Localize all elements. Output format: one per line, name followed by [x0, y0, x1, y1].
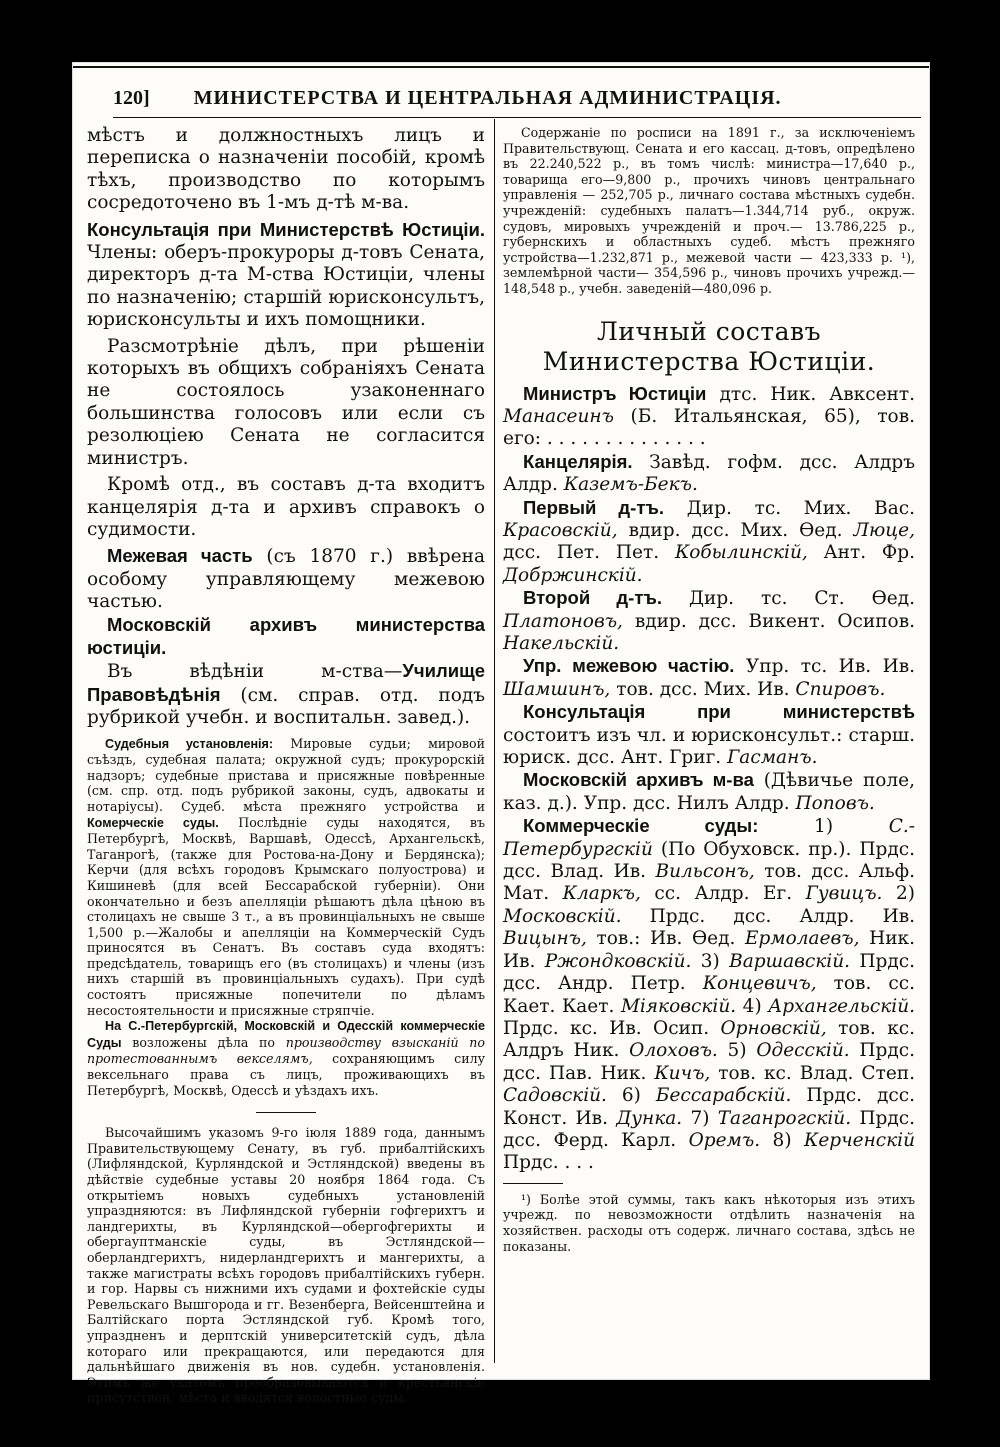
text: Въ вѣдѣніи м-ства— [107, 661, 403, 683]
text: (По Обуховск. пр.). Прдс. дсс. Влад. Ив. [503, 838, 915, 883]
paragraph [87, 545, 485, 613]
person-name: Концевичъ, [702, 973, 817, 995]
entry [503, 383, 915, 451]
text: ¹) Болѣе этой суммы, такъ какъ нѣкоторыя изъ этихъ учрежд. по невозможности отдѣлить назначенія на хозяйствен. расходы отъ содерж. личнаго состава, здѣсь не показаны. [503, 1191, 915, 1254]
text: Послѣдніе суды находятся, въ Петербургѣ, Москвѣ, Варшавѣ, Одессѣ, Архангельскѣ, Таганрогѣ, (также для Ростова-на-Дону и Бердянска); Керчи (для всѣхъ городовъ Крымскаго полуострова) и Кишиневѣ (для всей Бессарабской губерніи). Они окончательно и безъ апелляціи рѣшаютъ дѣла цѣною въ столицахъ не свыше 3 т., а въ провинціальныхъ не свыше 1,500 р.—Жалобы и апелляціи на Коммерческій Судъ приносятся въ Сенатъ. Въ составъ суда входятъ: предсѣдатель, товарищъ его (въ столицахъ) и члены (изъ нихъ старшій въ провинціальныхъ судахъ). При судѣ состоятъ присяжные попечители по дѣламъ несостоятельности и присяжные стряпчіе. [87, 814, 485, 1018]
text: Высочайшимъ указомъ 9-го іюля 1889 года, даннымъ Правительствующему Сенату, въ губ. прибалтійскихъ (Лифляндской, Курляндской и Эстляндской) введены въ дѣйствіе судебные уставы 20 ноября 1864 года. Съ открытіемъ новыхъ судебныхъ установленій упраздняются: въ Лифляндской губерніи гофгерихтъ и ландгерихты, въ Курляндской—обергофгерихты и обергауптманскіе суды, въ Эстляндской—оберландгерихтъ, нидерландгерихтъ и мангерихты, а также магистраты всѣхъ городовъ прибалтійскихъ губерн. и гор. Нарвы съ нижними ихъ судами и фохтейскіе суды Ревельскаго Вышгорода и гг. Везенберга, Вейсенштейна и Балтійскаго порта Эстляндской губ. Кромѣ того, упраздненъ и дерптскій университетскій судъ, дѣла котораго или прекращаются, или передаются для дальнѣйшаго движенія въ нов. судебн. установленія. Этимъ же указомъ преобразовываются и крестьянскіе присутствен. мѣста и вводятся волостные суды. [87, 1125, 485, 1406]
text: Прдс. дсс. Пав. Ник. [503, 1040, 915, 1084]
paragraph-heading: Судебныя установленія: [105, 736, 274, 751]
text: сс. Алдр. Ег. [640, 883, 806, 905]
running-title: МИНИСТЕРСТВА И ЦЕНТРАЛЬНАЯ АДМИНИСТРАЦІЯ. [193, 87, 782, 109]
entry [503, 451, 915, 497]
text: Кромѣ отд., въ составъ д-та входитъ канцелярія д-та и архивъ справокъ о судимости. [87, 474, 485, 540]
text: тов. дсс. Мих. Ив. [610, 678, 796, 700]
text: 3) [691, 950, 730, 972]
entry-heading: Первый д-тъ. [523, 496, 665, 518]
court-name: Бессарабскій. [655, 1085, 792, 1107]
entry [503, 701, 915, 769]
text: 7) [682, 1107, 718, 1129]
footnote [503, 1192, 915, 1254]
court-name: Керченскій [804, 1129, 915, 1151]
person-name: Кичъ, [654, 1062, 711, 1084]
text: производству взысканій по протестованнымъ векселямъ, [87, 1034, 485, 1067]
person-name: Спировъ. [795, 678, 886, 700]
page-header [113, 87, 919, 110]
person-name: Орновскій, [720, 1017, 827, 1039]
text: Мировые судьи; мировой съѣздъ, судебная палата; окружной судъ; прокурорскій надзоръ; судебные пристава и присяжные повѣренные (см. спр. отд. подъ рубрикой законы, судъ, адвокаты и нотаріусы). Судеб. мѣста прежняго устройства и [87, 735, 485, 814]
text: возложены дѣла по [121, 1034, 286, 1050]
person-name: Манасеинъ [503, 405, 614, 427]
paragraph [87, 125, 485, 215]
top-rule [73, 66, 929, 68]
paragraph [87, 474, 485, 541]
text: мѣстъ и должностныхъ лицъ и переписка о назначеніи пособій, кромѣ тѣхъ, производство по которымъ сосредоточено въ 1-мъ д-тѣ м-ва. [87, 125, 485, 214]
paragraph-heading: Консультація при Министерствѣ Юстиціи. [87, 218, 485, 240]
person-name: Кобылинскій, [674, 542, 808, 564]
column-divider [494, 119, 495, 1363]
person-name: Шамшинъ, [503, 678, 611, 700]
text: Прдс. . . . [503, 1152, 594, 1174]
person-name: Дунка. [616, 1107, 683, 1129]
person-name: Накельскій. [503, 633, 620, 654]
court-name: Варшавскій. [729, 950, 851, 972]
person-name: Міяковскій. [620, 995, 737, 1017]
separator [256, 1112, 316, 1113]
entry [503, 769, 915, 815]
paragraph [87, 614, 485, 661]
person-name: Вильсонъ, [655, 861, 755, 883]
text: (Дѣвичье поле, каз. д.). Упр. дсс. Нилъ Алдр. [503, 770, 915, 814]
entry [503, 815, 915, 1175]
entry-heading: Упр. межевою частію. [523, 655, 735, 677]
entry-heading: Консультація при министерствѣ [523, 701, 915, 723]
entry-heading: Коммерческіе суды: [523, 815, 759, 837]
text: (съ 1870 г.) ввѣрена особому управляющему межевою частью. [87, 546, 485, 613]
entry [503, 497, 915, 588]
text: Прдс. дсс. Алдр. Ив. [621, 905, 915, 927]
entry-heading: Канцелярія. [523, 450, 633, 472]
text: тов. кс. Алдръ Ник. [503, 1017, 915, 1062]
text: вдир. дсс. Мих. Ѳед. [617, 519, 854, 541]
court-name: С.-Петербургскій [503, 816, 916, 860]
text: вдир. дсс. Викент. Осипов. [622, 610, 915, 632]
text: Прдс. дсс. Андр. Петр. [503, 950, 915, 995]
text: 1) [758, 816, 889, 838]
book-page [72, 62, 930, 1406]
paragraph-heading: Училище Правовѣдѣнія [87, 660, 485, 705]
text: дтс. Ник. Авксент. [706, 383, 915, 405]
text: (Б. Итальянская, 65), тов. его: . . . . . . . . . . . . . . [503, 405, 915, 450]
text: 4) [736, 995, 769, 1017]
entry-heading: Второй д-тъ. [523, 587, 662, 609]
person-name: Красовскій, [503, 519, 618, 541]
text: 5) [717, 1040, 757, 1062]
person-name: Гувицъ. [805, 883, 883, 905]
text: 8) [760, 1129, 804, 1151]
paragraph-heading: Комерческіе суды. [87, 815, 219, 830]
right-column [503, 125, 915, 1254]
person-name: Олоховъ. [629, 1040, 718, 1062]
person-name: Садовскій. [503, 1085, 607, 1107]
person-name: Платоновъ, [503, 610, 623, 632]
text: Прдс. дсс. Конст. Ив. [503, 1085, 915, 1129]
paragraph [87, 219, 485, 332]
person-name: Люце, [853, 519, 915, 541]
text: тов. дсс. Альф. Мат. [503, 861, 916, 905]
text: дсс. Пет. Пет. [503, 542, 675, 564]
person-name: Добржинскій. [503, 564, 643, 586]
paragraph [87, 336, 485, 470]
paragraph [87, 736, 485, 1019]
section-title: Личный составъ Министерства Юстиціи. [542, 316, 876, 376]
text: Дир. тс. Ст. Ѳед. [662, 588, 915, 610]
text: Разсмотрѣніе дѣлъ, при рѣшеніи которыхъ въ общихъ собраніяхъ Сената не состоялось узаконеннаго большинства голосовъ или если съ резолюціею Сената не согласится министръ. [87, 335, 485, 469]
entry-heading: Московскій архивъ м-ва [523, 769, 754, 791]
paragraph [87, 660, 485, 729]
court-name: Одесскій. [756, 1040, 850, 1062]
text: состоитъ изъ чл. и юрисконсульт.: старш. юриск. дсс. Ант. Григ. [503, 724, 915, 769]
header-rule [113, 117, 921, 118]
text: тов.: Ив. Ѳед. [586, 928, 745, 950]
person-name: Ермолаевъ, [744, 928, 860, 950]
text: Содержаніе по росписи на 1891 г., за исключеніемъ Правительствующ. Сената и его кассац. д-товъ, опредѣлено въ 22.240,522 р., въ томъ числѣ: министра—17,640 р., товарища его—9,800 р., прочихъ чиновъ центральнаго управленія — 252,705 р., личнаго состава мѣстныхъ судебн. учрежденій: судебныхъ палатъ—1.344,714 руб., окруж. судовъ, мировыхъ учрежденій и проч.— 13.786,225 р., губернскихъ и областныхъ судеб. мѣстъ прежняго устройства—1.232,871 р., межевой части — 423,333 р. ¹), землемѣрной части— 354,596 р., чиновъ прочихъ учрежд.—148,548 р., учебн. заведеній—480,096 р. [503, 125, 915, 296]
court-name: Московскій. [503, 905, 622, 927]
text: сохраняющимъ силу вексельнаго права съ лицъ, проживающихъ въ Петербургѣ, Москвѣ, Одессѣ и уѣздахъ ихъ. [87, 1051, 485, 1098]
person-name: Поповъ. [795, 792, 875, 814]
entry [503, 587, 915, 655]
text: Прдс. кс. Ив. Осип. [503, 1017, 721, 1039]
paragraph [87, 1018, 485, 1098]
paragraph-heading: Межевая часть [107, 545, 253, 567]
text: Ант. Фр. [807, 542, 915, 564]
entry [503, 655, 915, 701]
person-name: Оремъ. [688, 1129, 761, 1151]
paragraph-heading: На С.-Петербургскій, Московскій и Одесскій коммерческіе Суды [87, 1019, 485, 1050]
text: 6) [606, 1085, 656, 1107]
person-name: Гасманъ. [727, 747, 818, 769]
page-number: 120] [113, 87, 150, 109]
paragraph-heading: Московскій архивъ министерства юстиціи. [87, 613, 485, 658]
court-name: Таганрогскій. [717, 1107, 852, 1129]
text: Члены: оберъ-прокуроры д-товъ Сената, директоръ д-та М-ства Юстиціи, члены по назначенію; старшій юрисконсультъ, юрисконсульты и ихъ помощники. [87, 242, 485, 331]
court-name: Архангельскій. [768, 995, 915, 1017]
text: Прдс. дсс. Ферд. Карл. [503, 1107, 915, 1151]
text: Упр. тс. Ив. Ив. [734, 656, 915, 678]
paragraph [503, 125, 915, 297]
person-name: Ржондковскій. [544, 950, 692, 972]
footnote-separator [503, 1183, 563, 1184]
entry-heading: Министръ Юстиціи [523, 382, 707, 404]
text: тов. кс. Влад. Степ. [710, 1062, 915, 1084]
text: тов. сс. Кает. Кает. [503, 973, 915, 1017]
person-name: Каземъ-Бекъ. [563, 474, 698, 496]
text: 2) [882, 883, 915, 905]
paragraph [87, 1125, 485, 1406]
text: Завѣд. гофм. дсс. Алдръ Алдр. [503, 451, 915, 496]
text: Дир. тс. Мих. Вас. [664, 497, 916, 519]
person-name: Вицынъ, [503, 928, 587, 950]
left-column [87, 125, 485, 1406]
person-name: Кларкъ, [562, 883, 641, 905]
text: (см. справ. отд. подъ рубрикой учебн. и воспитальн. завед.). [87, 684, 485, 729]
text: Ник. Ив. [503, 928, 915, 972]
